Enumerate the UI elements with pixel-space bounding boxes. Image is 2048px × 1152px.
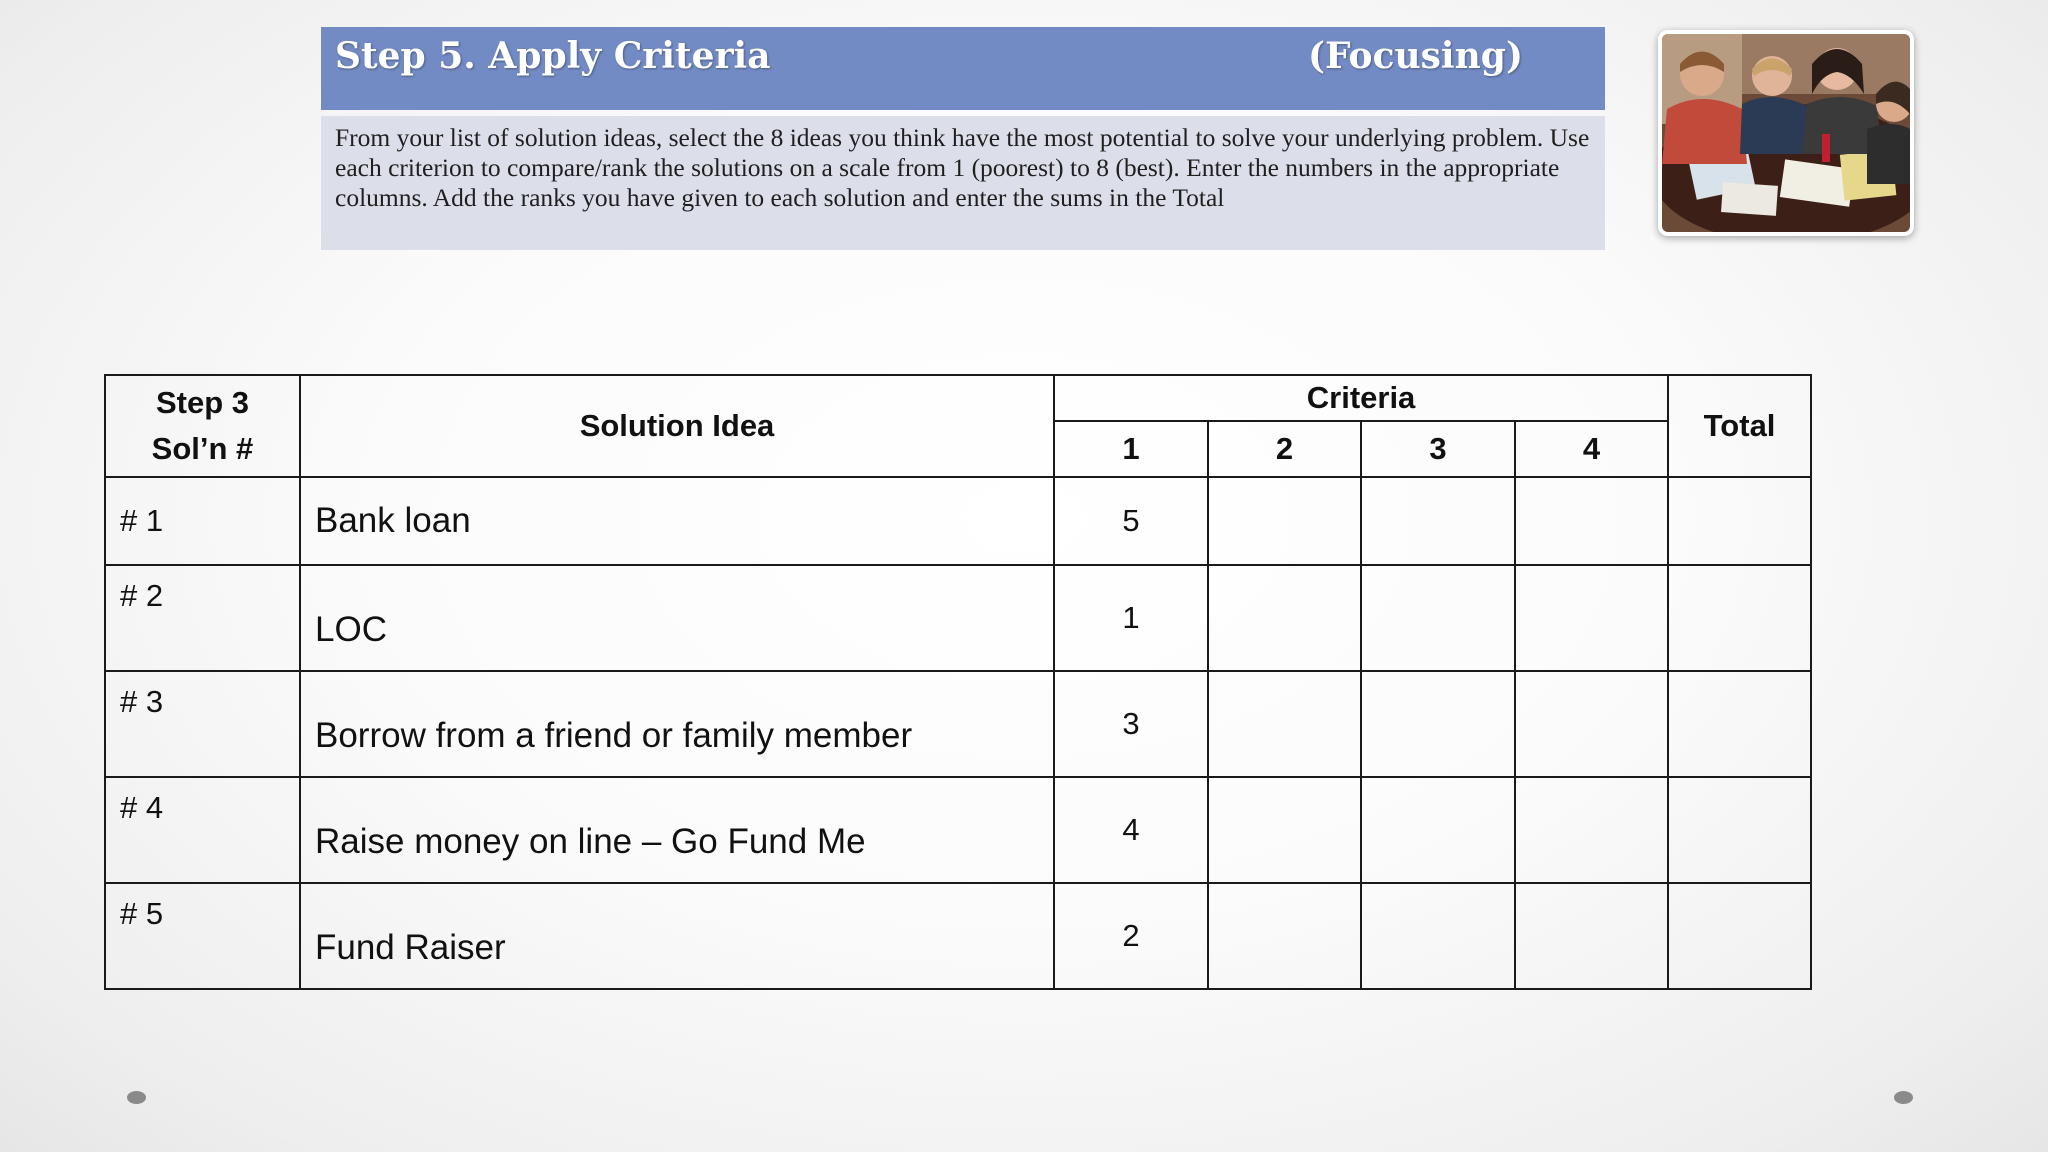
row-criteria-4-cell[interactable] <box>1515 883 1668 989</box>
slide-decoration-dot-left <box>127 1091 146 1104</box>
row-solution-number: # 3 <box>105 671 300 777</box>
row-solution-number: # 5 <box>105 883 300 989</box>
table-row <box>105 671 1811 777</box>
row-solution-idea <box>300 477 1054 565</box>
slide-decoration-dot-right <box>1894 1091 1913 1104</box>
row-criteria-4-cell[interactable] <box>1515 565 1668 671</box>
table-row <box>105 565 1811 671</box>
instructions-box <box>321 116 1605 250</box>
row-criteria-1-cell[interactable]: 4 <box>1054 777 1208 883</box>
header-total: Total <box>1668 375 1811 477</box>
row-criteria-3-cell[interactable] <box>1361 883 1515 989</box>
row-total-cell[interactable] <box>1668 671 1811 777</box>
row-criteria-2-cell[interactable] <box>1208 883 1361 989</box>
students-photo <box>1658 30 1914 236</box>
table-row <box>105 477 1811 565</box>
criteria-table <box>104 374 1812 990</box>
row-criteria-4-cell[interactable] <box>1515 671 1668 777</box>
row-criteria-4-cell[interactable] <box>1515 777 1668 883</box>
row-total-cell[interactable] <box>1668 477 1811 565</box>
row-solution-idea-text: Raise money on line – Go Fund Me <box>315 822 866 861</box>
row-criteria-2-cell[interactable] <box>1208 671 1361 777</box>
header-step3-soln <box>105 375 300 477</box>
row-criteria-2-cell[interactable] <box>1208 777 1361 883</box>
table-row <box>105 883 1811 989</box>
header-criteria-1: 1 <box>1054 421 1208 477</box>
row-total-cell[interactable] <box>1668 565 1811 671</box>
slide-subtitle: (Focusing) <box>1307 35 1523 77</box>
row-solution-number: # 2 <box>105 565 300 671</box>
row-criteria-1-cell[interactable]: 2 <box>1054 883 1208 989</box>
row-solution-number: # 4 <box>105 777 300 883</box>
row-criteria-2-cell[interactable] <box>1208 565 1361 671</box>
slide-title-bar <box>321 27 1605 110</box>
header-criteria-4: 4 <box>1515 421 1668 477</box>
row-solution-idea <box>300 565 1054 671</box>
table-row <box>105 777 1811 883</box>
header-criteria-3: 3 <box>1361 421 1515 477</box>
instructions-text: From your list of solution ideas, select the 8 ideas you think have the most potential to solve your underlying problem. Use each criterion to compare/rank the solutions on a scale from 1 (poorest) to 8 (best). Enter the numbers in the appropriate columns. Add the ranks you have given to each solution and enter the sums in the Total <box>335 123 1590 212</box>
row-solution-idea-text: Fund Raiser <box>315 928 506 967</box>
header-step3-line1: Step 3 <box>155 385 250 420</box>
students-photo-image <box>1662 34 1910 232</box>
header-row-top <box>105 375 1811 421</box>
row-criteria-3-cell[interactable] <box>1361 777 1515 883</box>
row-criteria-3-cell[interactable] <box>1361 671 1515 777</box>
row-solution-idea <box>300 671 1054 777</box>
row-solution-idea-text: Borrow from a friend or family member <box>315 716 913 755</box>
header-solution-idea: Solution Idea <box>300 375 1054 477</box>
row-criteria-1-cell[interactable]: 3 <box>1054 671 1208 777</box>
row-criteria-1-cell[interactable]: 5 <box>1054 477 1208 565</box>
header-criteria: Criteria <box>1054 375 1668 421</box>
row-solution-idea-text: Bank loan <box>315 501 471 540</box>
row-total-cell[interactable] <box>1668 883 1811 989</box>
row-solution-number: # 1 <box>105 477 300 565</box>
row-solution-idea <box>300 777 1054 883</box>
row-criteria-1-cell[interactable]: 1 <box>1054 565 1208 671</box>
header-step3-line2: Sol’n # <box>151 431 254 466</box>
row-criteria-3-cell[interactable] <box>1361 477 1515 565</box>
row-solution-idea <box>300 883 1054 989</box>
row-total-cell[interactable] <box>1668 777 1811 883</box>
header-criteria-2: 2 <box>1208 421 1361 477</box>
row-criteria-3-cell[interactable] <box>1361 565 1515 671</box>
row-criteria-4-cell[interactable] <box>1515 477 1668 565</box>
slide-title: Step 5. Apply Criteria <box>335 35 771 77</box>
row-criteria-2-cell[interactable] <box>1208 477 1361 565</box>
row-solution-idea-text: LOC <box>315 610 387 649</box>
